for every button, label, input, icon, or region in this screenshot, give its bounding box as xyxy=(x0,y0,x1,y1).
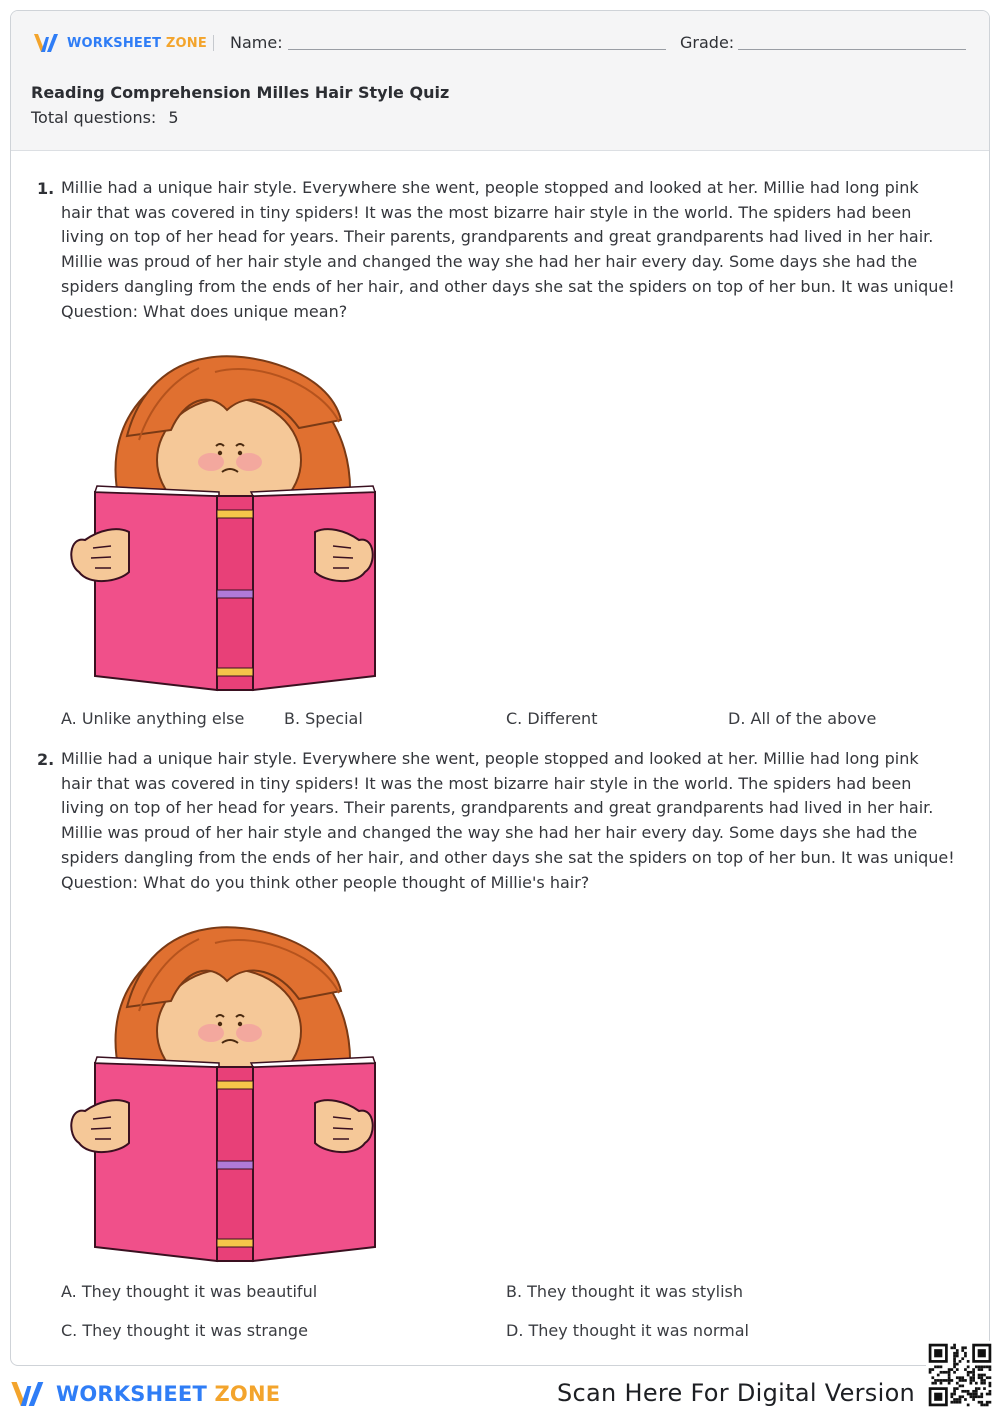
question-text xyxy=(61,747,961,895)
scan-caption: Scan Here For Digital Version xyxy=(557,1379,916,1407)
option-b[interactable]: B. They thought it was stylish xyxy=(506,1282,744,1301)
option-d[interactable]: D. All of the above xyxy=(728,709,877,728)
question-number: 2. xyxy=(37,750,55,769)
worksheetzone-logo-icon xyxy=(33,31,63,55)
name-label: Name: xyxy=(230,33,283,52)
question-number: 1. xyxy=(37,179,55,198)
question-line: Question: What does unique mean? xyxy=(61,301,348,321)
question-line: Millie had a unique hair style. Everywhere she went, people stopped and looked at her. Millie had long pink xyxy=(61,178,919,197)
girl-reading-book-illustration xyxy=(59,921,385,1265)
option-c[interactable]: C. Different xyxy=(506,709,598,728)
question-line: living on top of her head for years. Their parents, grandparents and great grandparents had lived in her hair. xyxy=(61,798,934,818)
qr-code-icon[interactable] xyxy=(926,1341,994,1409)
option-c[interactable]: C. They thought it was strange xyxy=(61,1321,308,1340)
brand-wordmark xyxy=(67,36,207,51)
option-b[interactable]: B. Special xyxy=(284,709,363,728)
question-text xyxy=(61,176,961,324)
worksheet-header xyxy=(11,11,989,151)
grade-label: Grade: xyxy=(680,33,735,52)
question-line: hair that was covered in tiny spiders! It was the most bizarre hair style in the world. The spiders had been xyxy=(61,773,912,793)
footer-brand-word-1: WORKSHEET xyxy=(56,1382,207,1406)
option-d[interactable]: D. They thought it was normal xyxy=(506,1321,749,1340)
option-a[interactable]: A. They thought it was beautiful xyxy=(61,1282,318,1301)
footer-brand-logo xyxy=(10,1378,280,1410)
question-line: Millie was proud of her hair style and changed the way she had her hair every day. Some days she had the xyxy=(61,252,918,272)
header-divider xyxy=(213,35,214,51)
question-line: Millie had a unique hair style. Everywhere she went, people stopped and looked at her. Millie had long pink xyxy=(61,749,919,768)
grade-field-line[interactable] xyxy=(738,49,966,50)
worksheetzone-logo-icon xyxy=(10,1378,50,1410)
name-field-line[interactable] xyxy=(288,49,666,50)
question-line: spiders dangling from the ends of her hair, and other days she sat the spiders on top of her bun. It was unique! xyxy=(61,276,955,296)
question-line: Question: What do you think other people thought of Millie's hair? xyxy=(61,872,590,892)
total-questions-value: 5 xyxy=(168,108,179,127)
worksheet-page xyxy=(10,10,990,1366)
total-questions xyxy=(31,108,179,127)
question-line: hair that was covered in tiny spiders! It was the most bizarre hair style in the world. The spiders had been xyxy=(61,202,912,222)
footer-brand-word-2: ZONE xyxy=(214,1382,281,1406)
brand-word-1: WORKSHEET xyxy=(67,35,162,51)
question-line: Millie was proud of her hair style and changed the way she had her hair every day. Some days she had the xyxy=(61,823,918,843)
brand-logo xyxy=(33,31,207,55)
footer-brand-wordmark xyxy=(56,1382,280,1406)
question-line: spiders dangling from the ends of her hair, and other days she sat the spiders on top of her bun. It was unique! xyxy=(61,847,955,867)
worksheet-title: Reading Comprehension Milles Hair Style Quiz xyxy=(31,83,450,102)
question-line: living on top of her head for years. Their parents, grandparents and great grandparents had lived in her hair. xyxy=(61,227,934,247)
brand-word-2: ZONE xyxy=(165,35,207,51)
total-questions-label: Total questions: xyxy=(31,108,157,127)
option-a[interactable]: A. Unlike anything else xyxy=(61,709,245,728)
girl-reading-book-illustration xyxy=(59,350,385,694)
